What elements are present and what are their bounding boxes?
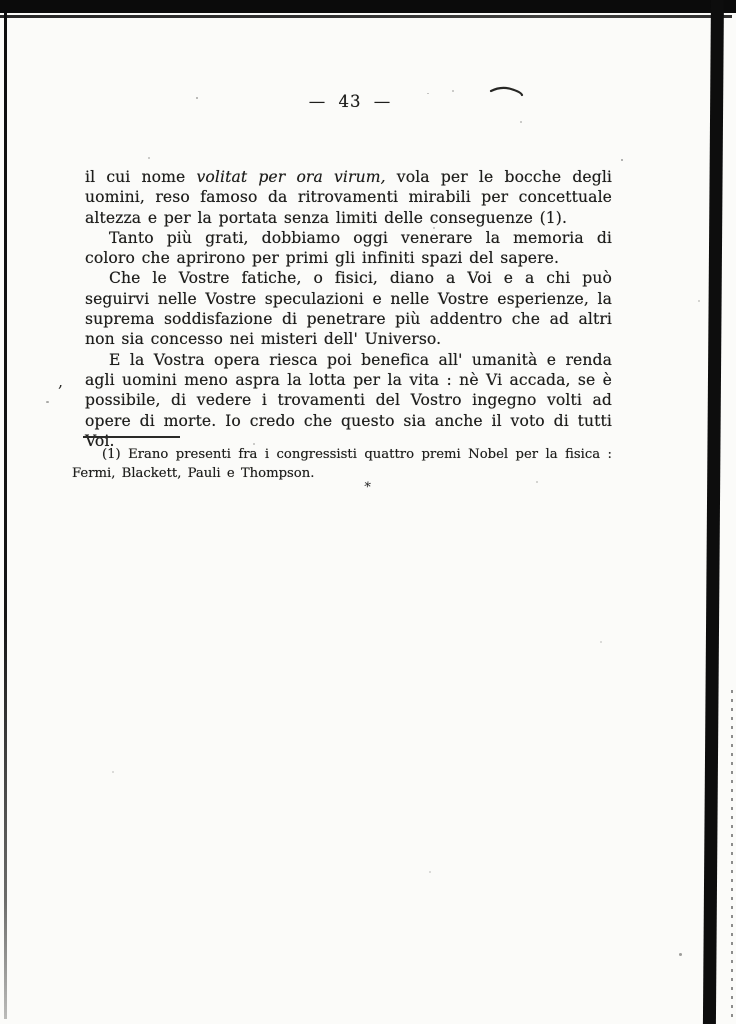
footnote-text: (1) Erano presenti fra i congressisti quattro premi Nobel per la fisica : Fermi, Blackett, Pauli e Thompson. (72, 447, 612, 481)
speckle (536, 481, 538, 483)
speckle (679, 953, 682, 956)
speckle (452, 90, 454, 92)
speckle (148, 157, 150, 159)
footnote-separator-rule (83, 436, 180, 438)
scan-left-edge-line (4, 13, 7, 1019)
speckle (600, 641, 602, 643)
page-number: — 43 — (308, 92, 392, 111)
latin-phrase-italic: volitat per ora virum, (196, 168, 386, 186)
paragraph: Che le Vostre fatiche, o fisici, diano a Voi e a chi può seguirvi nelle Vostre speculazioni e nelle Vostre esperienze, la suprema soddisfazione di penetrare più addentro che ad altri non sia concesso nei misteri dell' Universo. (85, 269, 612, 349)
stray-comma-mark: , (58, 372, 64, 391)
paragraph-text: il cui nome (85, 168, 197, 186)
speckle (433, 227, 435, 229)
scan-top-edge-band (0, 0, 736, 13)
body-text-block (85, 167, 612, 451)
speckle (621, 159, 623, 161)
scan-right-speckle-line (731, 690, 733, 1020)
small-asterisk-mark: * (362, 479, 372, 496)
speckle (112, 771, 114, 773)
speckle (253, 443, 255, 445)
speckle (698, 300, 700, 302)
speckle (429, 871, 431, 873)
scan-top-edge-line (0, 15, 732, 18)
speckle (46, 401, 49, 403)
speckle (520, 121, 522, 123)
paragraph-text: vola per le bocche degli uomini, reso famoso da ritrovamenti mirabili per concettuale altezza e per la portata senza limiti delle conseguenze (1). (85, 168, 613, 227)
paragraph: E la Vostra opera riesca poi benefica all' umanità e renda agli uomini meno aspra la lotta per la vita : nè Vi accada, se è possibile, di vedere i trovamenti del Vostro ingegno volti ad opere di morte. Io credo che questo sia anche il voto di tutti Voi. (85, 350, 612, 450)
scan-right-spine-band (703, 0, 724, 1024)
paragraph (85, 167, 612, 228)
speckle (427, 93, 429, 94)
paragraph: Tanto più grati, dobbiamo oggi venerare la memoria di coloro che aprirono per primi gli infiniti spazi del sapere. (85, 228, 612, 268)
speckle (196, 97, 198, 99)
